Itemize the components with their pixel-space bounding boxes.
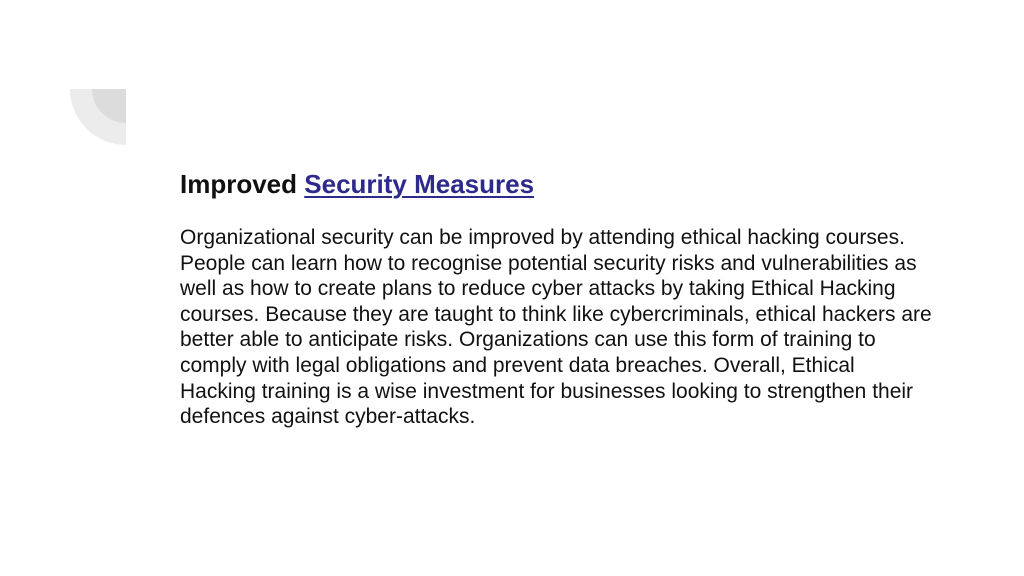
title-prefix: Improved	[180, 169, 298, 199]
body-paragraph: Organizational security can be improved by attending ethical hacking courses. People can learn how to recognise potential security risks and vulnerabilities as well as how to create plans to reduce cyber attacks by taking Ethical Hacking courses. Because they are taught to think like cybercriminals, ethical hackers are better able to anticipate risks. Organizations can use this form of training to comply with legal obligations and prevent data breaches. Overall, Ethical Hacking training is a wise investment for businesses looking to strengthen their defences against cyber-attacks.	[180, 226, 932, 429]
security-measures-link[interactable]: Security Measures	[304, 169, 535, 199]
quarter-circle-decoration	[70, 89, 126, 145]
slide-title	[180, 166, 534, 202]
